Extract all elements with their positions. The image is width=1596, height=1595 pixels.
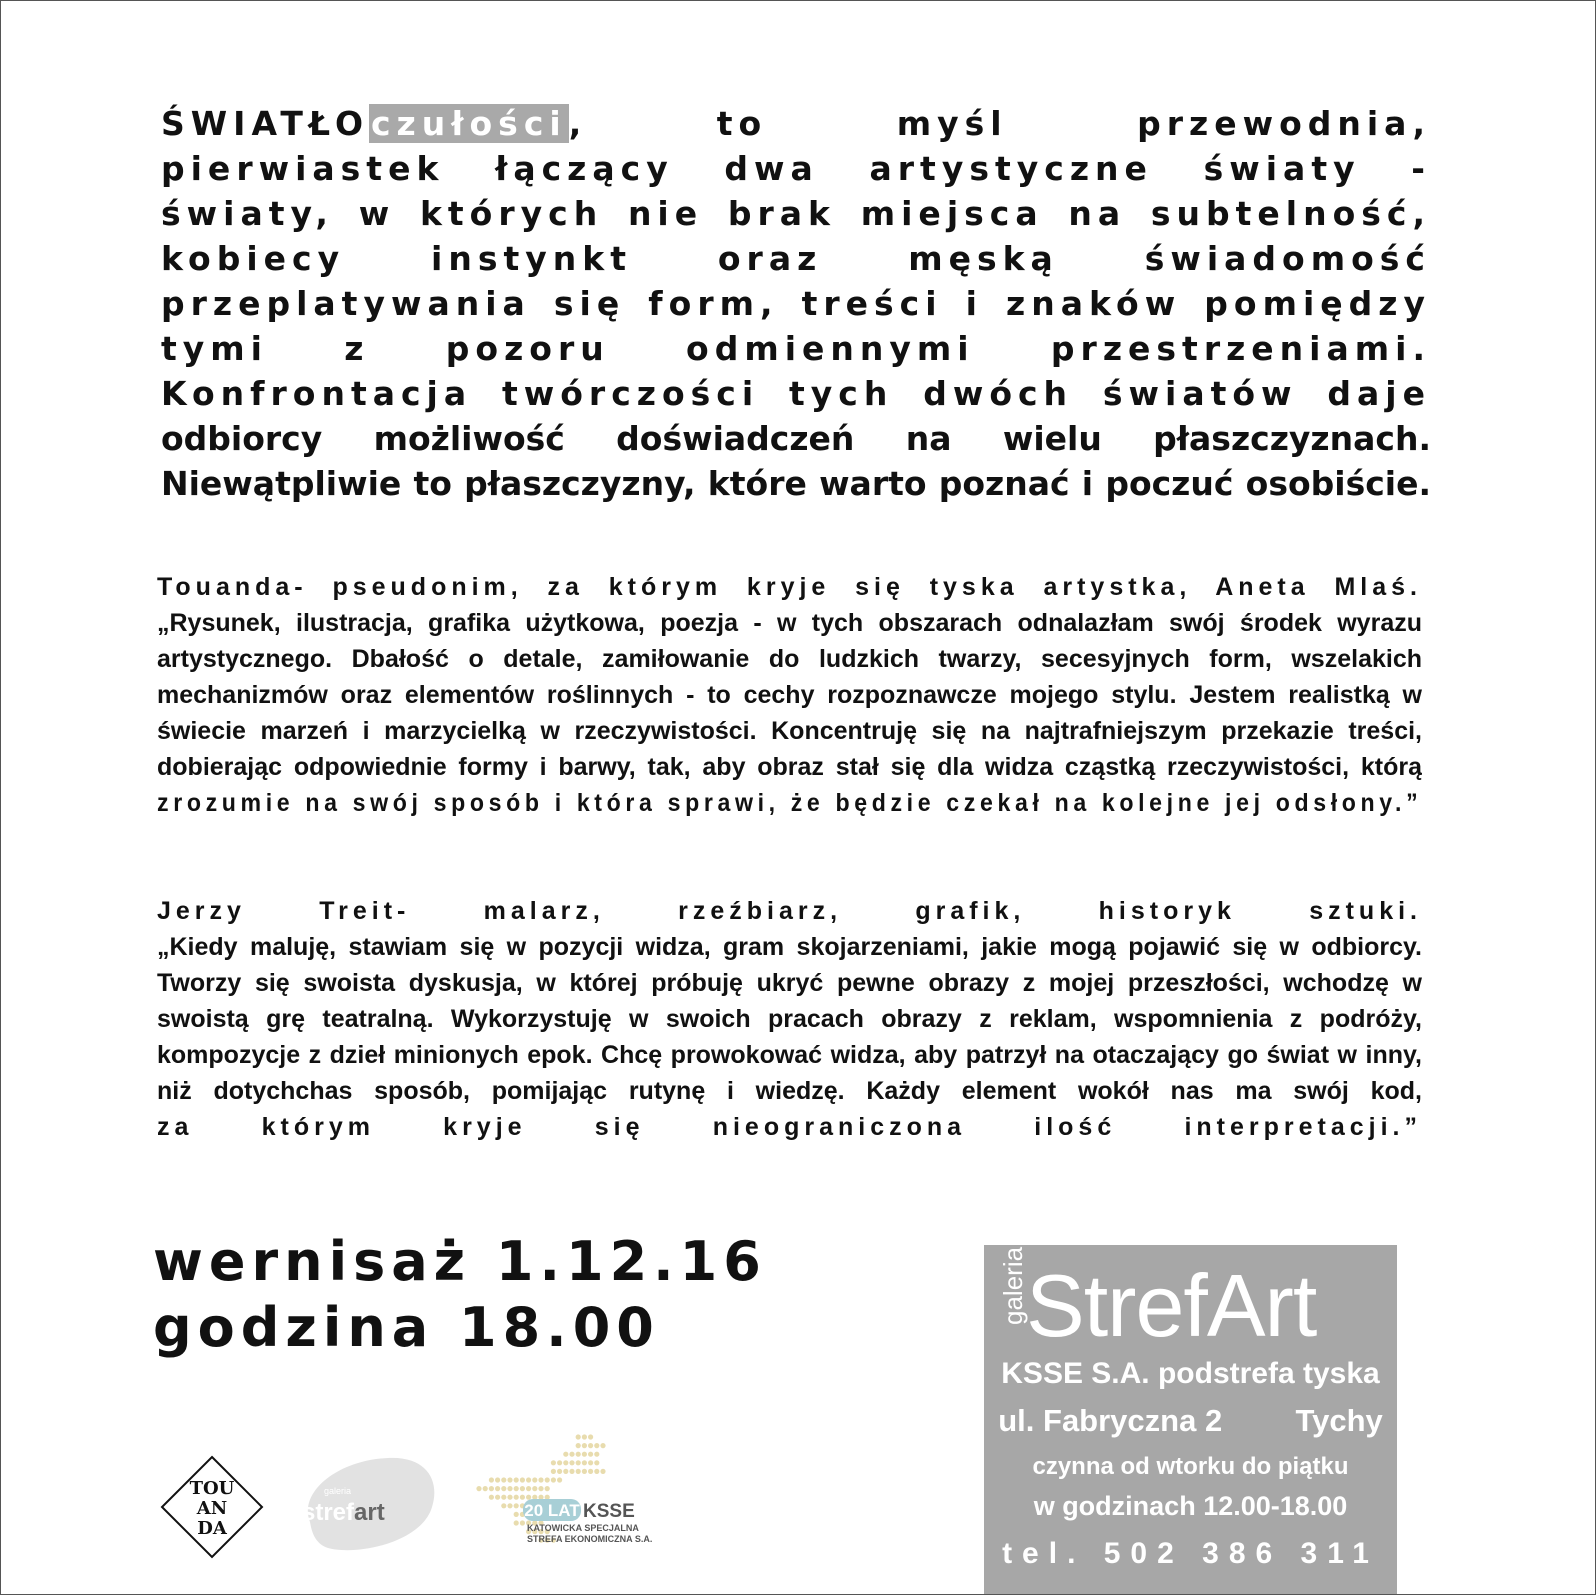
ksse-dot (563, 1452, 568, 1457)
ksse-dot (514, 1477, 519, 1482)
touanda-logo-row2: AN (196, 1498, 228, 1519)
ksse-dot (520, 1520, 525, 1525)
ksse-dot (594, 1469, 599, 1474)
title-prefix: ŚWIATŁO (161, 104, 369, 143)
gallery-street: ul. Fabryczna 2 (998, 1403, 1223, 1438)
event-info (153, 1229, 767, 1361)
ksse-dot (507, 1495, 512, 1500)
ksse-dot (495, 1495, 500, 1500)
ksse-dot (532, 1477, 537, 1482)
gallery-name: StrefArt (1026, 1256, 1317, 1355)
ksse-dot (582, 1452, 587, 1457)
ksse-dot (507, 1503, 512, 1508)
gallery-city: Tychy (1295, 1403, 1383, 1438)
ksse-dot (569, 1469, 574, 1474)
strefart-logo-name: strefart (302, 1499, 385, 1526)
intro-line: światy, w których nie brak miejsca na subtelność, (161, 194, 1431, 233)
ksse-name: KSSE (583, 1501, 635, 1522)
gallery-phone: tel. 502 386 311 (1002, 1537, 1379, 1570)
ksse-dot (594, 1443, 599, 1448)
ksse-dot (563, 1460, 568, 1465)
ksse-dot (600, 1443, 605, 1448)
ksse-dot (483, 1486, 488, 1491)
ksse-dotted-map-logo (471, 1431, 691, 1566)
treit-bio (157, 893, 1422, 1145)
title-highlight: czułości (371, 104, 567, 143)
ksse-dot (588, 1469, 593, 1474)
ksse-dot (501, 1486, 506, 1491)
ksse-dot (569, 1452, 574, 1457)
ksse-dot (594, 1460, 599, 1465)
bio-line: Touanda- pseudonim, za którym kryje się tyska artystka, Aneta Mlaś. (157, 573, 1422, 601)
ksse-dot (588, 1460, 593, 1465)
intro-line: Niewątpliwie to płaszczyzny, które warto poznać i poczuć osobiście. (161, 464, 1431, 503)
ksse-dot (588, 1443, 593, 1448)
ksse-dot (551, 1469, 556, 1474)
ksse-dot (582, 1443, 587, 1448)
ksse-dot (501, 1495, 506, 1500)
ksse-dot (495, 1486, 500, 1491)
gallery-info-box (984, 1245, 1397, 1594)
ksse-dot (576, 1443, 581, 1448)
bio-line: swoistą grę teatralną. Wykorzystuję w swoich pracach obrazy z reklam, wspomnienia z podróży, (157, 1005, 1422, 1033)
ksse-dot (520, 1477, 525, 1482)
ksse-dot (526, 1477, 531, 1482)
bio-line: „Rysunek, ilustracja, grafika użytkowa, poezja - w tych obszarach odnalazłam swój środek wyrazu (157, 609, 1422, 637)
ksse-dot (532, 1486, 537, 1491)
ksse-dot (600, 1469, 605, 1474)
ksse-dot (520, 1495, 525, 1500)
vernissage-date: wernisaż 1.12.16 (153, 1230, 767, 1293)
bio-line: „Kiedy maluję, stawiam się w pozycji widza, gram skojarzeniami, jakie mogą pojawić się w odbiorcy. (157, 933, 1422, 961)
bio-line: mechanizmów oraz elementów roślinnych - to cechy rozpoznawcze mojego stylu. Jestem realistką w (157, 681, 1422, 709)
vernissage-time: godzina 18.00 (153, 1296, 660, 1359)
bio-line: niż dotychchas sposób, pomijając rutynę i wiedzę. Każdy element wokół nas ma swój kod, (157, 1077, 1422, 1105)
ksse-dot (538, 1486, 543, 1491)
ksse-dot (489, 1486, 494, 1491)
ksse-dot (545, 1477, 550, 1482)
ksse-dot (576, 1434, 581, 1439)
touanda-diamond-logo (159, 1454, 265, 1560)
ksse-dot (563, 1469, 568, 1474)
bio-line: artystycznego. Dbałość o detale, zamiłowanie do ludzkich twarzy, secesyjnych form, wszelakich (157, 645, 1422, 673)
ksse-dot (514, 1512, 519, 1517)
ksse-dot (526, 1486, 531, 1491)
ksse-dot (582, 1460, 587, 1465)
ksse-dot (594, 1452, 599, 1457)
intro-line: tymi z pozoru odmiennymi przestrzeniami. (161, 329, 1431, 368)
intro-line-1 (161, 101, 1431, 146)
ksse-dot (514, 1486, 519, 1491)
ksse-dot (588, 1452, 593, 1457)
ksse-dot (514, 1495, 519, 1500)
ksse-dot (514, 1520, 519, 1525)
ksse-dot (520, 1486, 525, 1491)
ksse-dot (576, 1452, 581, 1457)
ksse-dot (507, 1486, 512, 1491)
ksse-dot (507, 1477, 512, 1482)
ksse-dot (576, 1460, 581, 1465)
intro-line: Konfrontacja twórczości tych dwóch światów daje (161, 374, 1431, 413)
intro-line-1-rest: , to myśl przewodnia, (568, 104, 1431, 143)
ksse-dot (551, 1477, 556, 1482)
gallery-org: KSSE S.A. podstrefa tyska (1001, 1357, 1380, 1390)
bio-line: dobierając odpowiednie formy i barwy, tak, aby obraz stał się dla widza cząstką rzeczywistości, którą (157, 753, 1422, 781)
ksse-dot (557, 1477, 562, 1482)
bio-line: zrozumie na swój sposób i która sprawi, że będzie czekał na kolejne jej odsłony.” (157, 789, 1423, 817)
ksse-dot (476, 1486, 481, 1491)
ksse-dot (582, 1434, 587, 1439)
ksse-dot (501, 1477, 506, 1482)
ksse-dot (582, 1469, 587, 1474)
bio-line: kompozycje z dzieł minionych epok. Chcę prowokować widza, aby patrzył na otaczający go świat w inny, (157, 1041, 1422, 1069)
ksse-dot (569, 1460, 574, 1465)
strefart-oval-logo (298, 1452, 438, 1554)
touanda-logo-row3: DA (197, 1518, 227, 1539)
gallery-hours: w godzinach 12.00-18.00 (1033, 1491, 1348, 1521)
ksse-dot (489, 1495, 494, 1500)
ksse-dot (588, 1434, 593, 1439)
gallery-open-days: czynna od wtorku do piątku (1032, 1453, 1349, 1480)
ksse-dot (489, 1477, 494, 1482)
bio-line: Jerzy Treit- malarz, rzeźbiarz, grafik, historyk sztuki. (157, 897, 1422, 925)
ksse-dot (557, 1469, 562, 1474)
intro-line: kobiecy instynkt oraz męską świadomość (161, 239, 1431, 278)
ksse-dot (526, 1495, 531, 1500)
intro-line: odbiorcy możliwość doświadczeń na wielu płaszczyznach. (161, 419, 1431, 458)
ksse-dot (545, 1486, 550, 1491)
ksse-dot (495, 1477, 500, 1482)
ksse-dot (501, 1503, 506, 1508)
bio-line: Tworzy się swoista dyskusja, w której próbuję ukryć pewne obrazy z mojej przeszłości, wchodzę w (157, 969, 1422, 997)
ksse-badge: 20 LAT (524, 1501, 580, 1520)
touanda-logo-row1: TOU (189, 1478, 235, 1499)
intro-paragraph (161, 101, 1431, 506)
ksse-dot (551, 1460, 556, 1465)
gallery-address (984, 1403, 1397, 1439)
galeria-label: galeria (998, 1246, 1028, 1325)
ksse-line1: KATOWICKA SPECJALNA (527, 1523, 639, 1533)
touanda-bio (157, 569, 1422, 821)
intro-line: przeplatywania się form, treści i znaków pomiędzy (161, 284, 1431, 323)
ksse-dot (576, 1469, 581, 1474)
strefart-logo-small: galeria (324, 1486, 352, 1496)
ksse-dot (557, 1460, 562, 1465)
bio-line: za którym kryje się nieograniczona ilość interpretacji.” (157, 1113, 1422, 1141)
ksse-line2: STREFA EKONOMICZNA S.A. (527, 1534, 653, 1544)
ksse-dot (514, 1503, 519, 1508)
intro-line: pierwiastek łączący dwa artystyczne światy - (161, 149, 1431, 188)
ksse-dot (538, 1477, 543, 1482)
bio-line: świecie marzeń i marzycielką w rzeczywistości. Koncentruję się na najtrafniejszym przekazie treści, (157, 717, 1422, 745)
